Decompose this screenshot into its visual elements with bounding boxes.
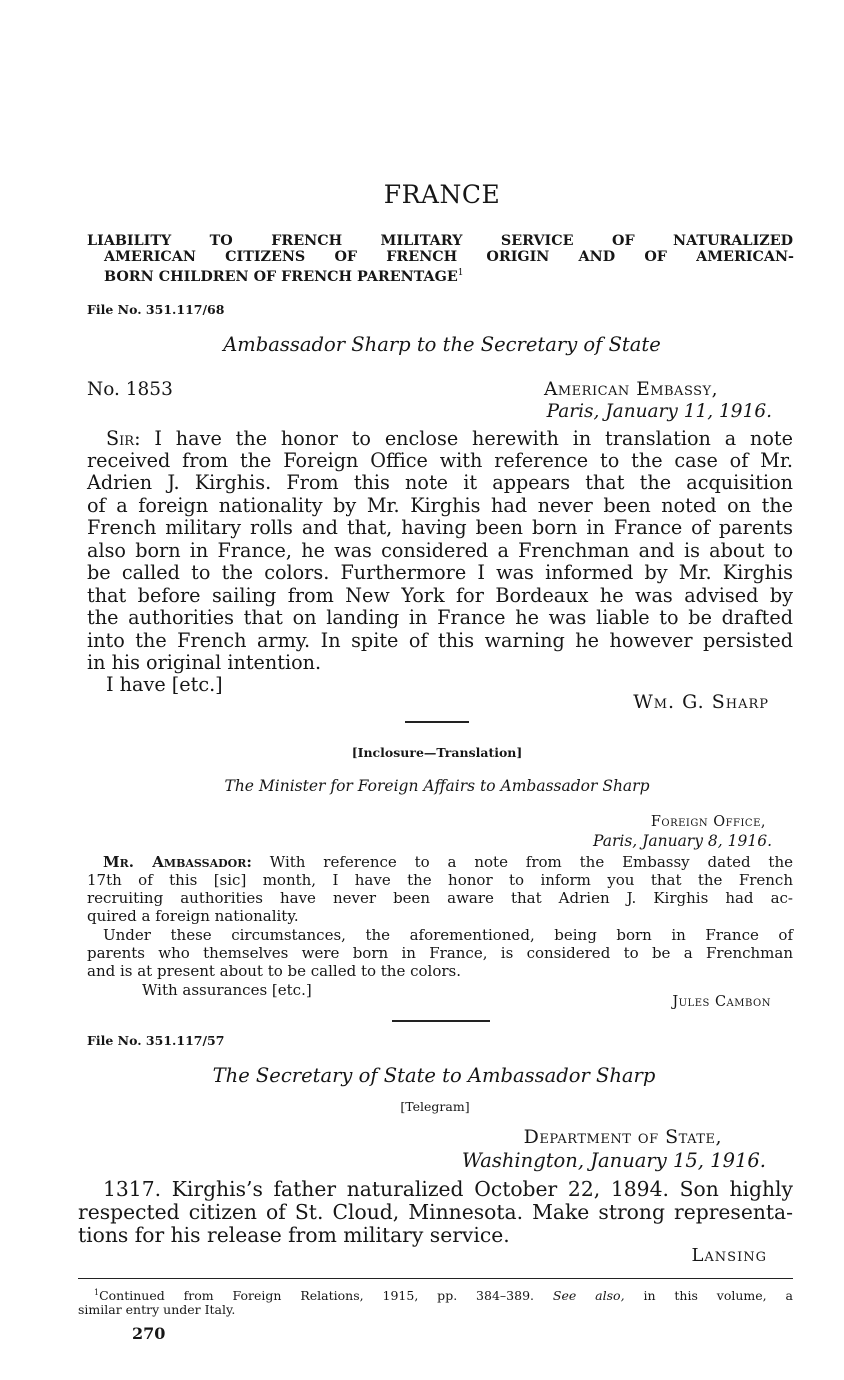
doc1-body-line-2: received from the Foreign Office with reference to the case of Mr.	[87, 449, 793, 472]
footnote-text-a: Continued from Foreign Relations, 1915, pp. 384–389.	[99, 1288, 535, 1304]
doc1-body-line-9: the authorities that on landing in France he was liable to be drafted	[87, 606, 793, 629]
doc1-signature: Wm. G. Sharp	[633, 691, 769, 713]
doc2-signature: Lansing	[691, 1245, 767, 1266]
doc2-body-line-1: 1317. Kirghis’s father naturalized October 22, 1894. Son highly	[103, 1177, 793, 1201]
inclosure-closing: With assurances [etc.]	[142, 981, 312, 999]
divider-1	[405, 721, 469, 723]
doc1-place: American Embassy,	[544, 379, 718, 400]
doc2-place: Department of State,	[523, 1126, 722, 1148]
inclosure-salutation: Mr. Ambassador:	[103, 853, 252, 871]
doc1-heading: Ambassador Sharp to the Secretary of State	[223, 333, 661, 356]
country-heading: FRANCE	[383, 180, 501, 209]
inclosure-signature: Jules Cambon	[672, 994, 771, 1010]
doc1-body-line-5: French military rolls and that, having been born in France of parents	[87, 516, 793, 539]
doc2-type: [Telegram]	[400, 1099, 470, 1114]
doc1-date: Paris, January 11, 1916.	[546, 401, 772, 422]
footnote-rule	[78, 1278, 793, 1279]
inclosure-label: [Inclosure—Translation]	[351, 745, 523, 760]
footnote-text-b: in this volume, a	[643, 1288, 793, 1304]
inclosure-body-line-7: and is at present about to be called to the colors.	[87, 962, 462, 980]
doc1-body-line-11: in his original intention.	[87, 651, 322, 674]
footnote-line-1	[78, 1286, 793, 1303]
footnote	[78, 1286, 793, 1317]
inclosure-body-line-3: recruiting authorities have never been aware that Adrien J. Kirghis had ac-	[87, 889, 793, 907]
inclosure-heading: The Minister for Foreign Affairs to Ambassador Sharp	[224, 777, 650, 795]
divider-2	[392, 1020, 490, 1022]
doc1-closing: I have [etc.]	[106, 673, 223, 696]
inclosure-date: Paris, January 8, 1916.	[593, 832, 772, 850]
inclosure-body-line-6: parents who themselves were born in France, is considered to be a Frenchman	[87, 944, 793, 962]
section-title-line-3-text: BORN CHILDREN OF FRENCH PARENTAGE	[104, 268, 458, 285]
inclosure-body-line-5: Under these circumstances, the aforementioned, being born in France of	[103, 926, 793, 944]
doc1-number: No. 1853	[87, 379, 173, 400]
doc1-body-line-1	[87, 428, 793, 450]
section-title-line-1: LIABILITY TO FRENCH MILITARY SERVICE OF NATURALIZED	[87, 233, 793, 249]
doc1-body-line-10: into the French army. In spite of this warning he however persisted	[87, 629, 793, 652]
inclosure-body-line-4: quired a foreign nationality.	[87, 907, 299, 925]
footnote-line-2: similar entry under Italy.	[78, 1302, 236, 1318]
footnote-mark: 1	[94, 1288, 100, 1297]
file-number-2: File No. 351.117/57	[87, 1033, 225, 1048]
inclosure-body-line-2: 17th of this [sic] month, I have the honor to inform you that the French	[87, 871, 793, 889]
doc1-body-line-8: that before sailing from New York for Bordeaux he was advised by	[87, 584, 793, 607]
footnote-see-also: See also,	[552, 1288, 625, 1304]
inclosure-body-line-1	[87, 853, 793, 871]
page-number: 270	[132, 1324, 166, 1343]
doc1-body-line-7: be called to the colors. Furthermore I was informed by Mr. Kirghis	[87, 561, 793, 584]
doc1-body-line-4: of a foreign nationality by Mr. Kirghis had never been noted on the	[87, 494, 793, 517]
doc2-body-line-3: tions for his release from military service.	[78, 1223, 510, 1247]
doc1-body-line-6: also born in France, he was considered a Frenchman and is about to	[87, 539, 793, 562]
doc1-body-line-3: Adrien J. Kirghis. From this note it appears that the acquisition	[87, 471, 793, 494]
doc2-date: Washington, January 15, 1916.	[461, 1149, 766, 1172]
doc2-heading: The Secretary of State to Ambassador Sharp	[212, 1064, 656, 1087]
doc2-body-line-2: respected citizen of St. Cloud, Minnesota. Make strong representa-	[78, 1200, 793, 1224]
doc1-salutation: Sir:	[106, 427, 141, 450]
file-number-1: File No. 351.117/68	[87, 302, 225, 317]
footnote-ref: 1	[457, 268, 464, 278]
doc1-body-text-1: I have the honor to enclose herewith in translation a note	[154, 427, 793, 450]
section-title-line-2: AMERICAN CITIZENS OF FRENCH ORIGIN AND OF AMERICAN-	[104, 249, 794, 265]
inclosure-body-text-1: With reference to a note from the Embassy dated the	[269, 853, 793, 871]
inclosure-place: Foreign Office,	[650, 814, 766, 830]
section-title-line-3	[104, 265, 463, 285]
